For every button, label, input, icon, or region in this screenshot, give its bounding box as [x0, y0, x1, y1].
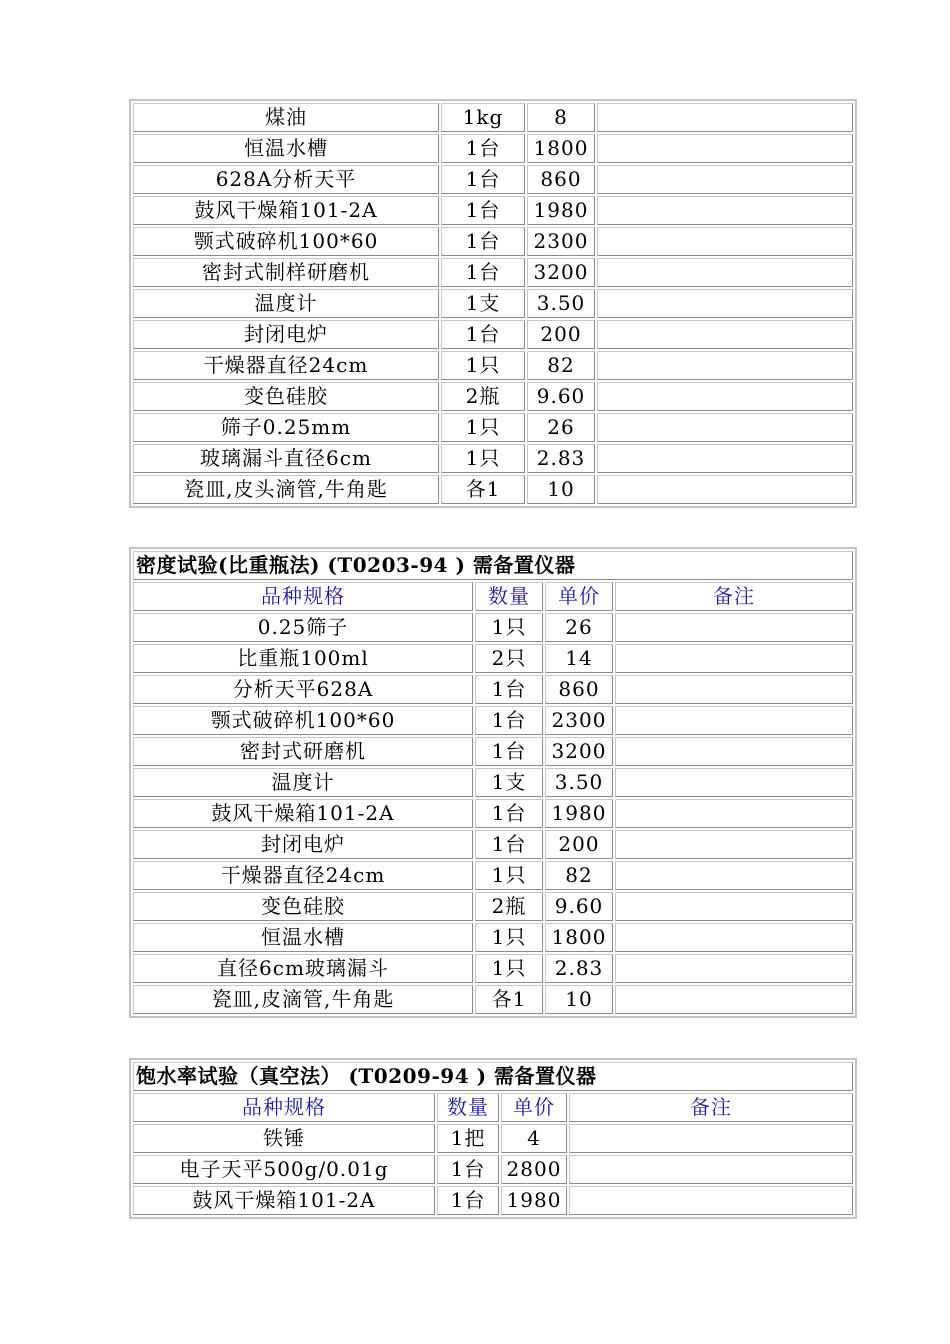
- table-row: [133, 768, 853, 797]
- item-note: [615, 613, 853, 642]
- item-qty: 各1: [441, 475, 525, 504]
- item-qty: 1只: [441, 351, 525, 380]
- table-row: [133, 675, 853, 704]
- header-note: 备注: [569, 1093, 853, 1122]
- item-price: 1980: [527, 196, 595, 225]
- item-price: 26: [527, 413, 595, 442]
- table-row: [133, 954, 853, 983]
- table-row: [133, 382, 853, 411]
- table-row: [133, 227, 853, 256]
- item-name: 铁锤: [133, 1124, 435, 1153]
- item-note: [615, 644, 853, 673]
- item-name: 比重瓶100ml: [133, 644, 473, 673]
- item-qty: 2瓶: [475, 892, 543, 921]
- item-price: 3200: [527, 258, 595, 287]
- item-name: 筛子0.25mm: [133, 413, 439, 442]
- item-name: 温度计: [133, 289, 439, 318]
- table-row: [133, 165, 853, 194]
- item-name: 封闭电炉: [133, 320, 439, 349]
- item-note: [615, 861, 853, 890]
- table-title-row: [133, 1062, 853, 1091]
- item-price: 3.50: [527, 289, 595, 318]
- table-title-row: [133, 551, 853, 580]
- item-name: 0.25筛子: [133, 613, 473, 642]
- item-name: 温度计: [133, 768, 473, 797]
- item-qty: 1支: [475, 768, 543, 797]
- item-name: 鼓风干燥箱101-2A: [133, 1186, 435, 1215]
- item-qty: 1台: [441, 320, 525, 349]
- table-body: [133, 551, 853, 1014]
- item-name: 密封式研磨机: [133, 737, 473, 766]
- item-price: 1980: [545, 799, 613, 828]
- table-title: 饱水率试验（真空法） (T0209-94 ) 需备置仪器: [133, 1062, 853, 1091]
- item-price: 2300: [545, 706, 613, 735]
- item-price: 8: [527, 103, 595, 132]
- item-price: 82: [527, 351, 595, 380]
- item-price: 9.60: [545, 892, 613, 921]
- saturation-test-equipment-table: [129, 1058, 857, 1219]
- item-price: 1980: [501, 1186, 567, 1215]
- item-qty: 1台: [437, 1155, 499, 1184]
- item-note: [615, 985, 853, 1014]
- item-price: 2800: [501, 1155, 567, 1184]
- item-note: [597, 320, 853, 349]
- item-note: [597, 258, 853, 287]
- item-name: 干燥器直径24cm: [133, 861, 473, 890]
- item-qty: 1只: [441, 444, 525, 473]
- table-row: [133, 613, 853, 642]
- item-name: 密封式制样研磨机: [133, 258, 439, 287]
- item-note: [615, 768, 853, 797]
- table-row: [133, 351, 853, 380]
- table-header-row: [133, 582, 853, 611]
- item-note: [569, 1155, 853, 1184]
- item-price: 14: [545, 644, 613, 673]
- item-note: [615, 892, 853, 921]
- item-price: 2.83: [545, 954, 613, 983]
- table-row: [133, 258, 853, 287]
- item-price: 860: [527, 165, 595, 194]
- item-qty: 1台: [441, 258, 525, 287]
- item-note: [597, 289, 853, 318]
- table-body: [133, 1062, 853, 1215]
- item-price: 200: [527, 320, 595, 349]
- table-row: [133, 103, 853, 132]
- table-row: [133, 985, 853, 1014]
- item-qty: 1只: [475, 861, 543, 890]
- item-price: 9.60: [527, 382, 595, 411]
- item-qty: 1台: [475, 675, 543, 704]
- item-note: [597, 351, 853, 380]
- item-price: 200: [545, 830, 613, 859]
- item-note: [615, 737, 853, 766]
- item-qty: 1台: [441, 165, 525, 194]
- item-name: 变色硅胶: [133, 382, 439, 411]
- item-name: 分析天平628A: [133, 675, 473, 704]
- item-name: 直径6cm玻璃漏斗: [133, 954, 473, 983]
- item-qty: 1只: [441, 413, 525, 442]
- item-qty: 1台: [441, 196, 525, 225]
- item-note: [569, 1124, 853, 1153]
- table-row: [133, 1155, 853, 1184]
- item-price: 10: [527, 475, 595, 504]
- item-name: 煤油: [133, 103, 439, 132]
- item-note: [615, 830, 853, 859]
- table-header-row: [133, 1093, 853, 1122]
- equipment-table-continued: [129, 99, 857, 508]
- item-name: 颚式破碎机100*60: [133, 706, 473, 735]
- item-note: [569, 1186, 853, 1215]
- item-qty: 1把: [437, 1124, 499, 1153]
- item-note: [597, 475, 853, 504]
- table-title: 密度试验(比重瓶法) (T0203-94 ) 需备置仪器: [133, 551, 853, 580]
- item-name: 瓷皿,皮滴管,牛角匙: [133, 985, 473, 1014]
- item-name: 变色硅胶: [133, 892, 473, 921]
- header-spec: 品种规格: [133, 582, 473, 611]
- item-note: [615, 923, 853, 952]
- item-note: [597, 165, 853, 194]
- item-note: [597, 196, 853, 225]
- item-qty: 1台: [475, 737, 543, 766]
- item-qty: 1kg: [441, 103, 525, 132]
- item-qty: 1只: [475, 613, 543, 642]
- table-row: [133, 644, 853, 673]
- header-price: 单价: [501, 1093, 567, 1122]
- item-price: 3.50: [545, 768, 613, 797]
- table-row: [133, 830, 853, 859]
- item-note: [597, 444, 853, 473]
- item-qty: 1只: [475, 954, 543, 983]
- item-name: 瓷皿,皮头滴管,牛角匙: [133, 475, 439, 504]
- item-qty: 1台: [441, 227, 525, 256]
- item-note: [597, 413, 853, 442]
- item-price: 4: [501, 1124, 567, 1153]
- item-note: [615, 954, 853, 983]
- item-note: [615, 799, 853, 828]
- item-qty: 1只: [475, 923, 543, 952]
- table-body: [133, 103, 853, 504]
- table-row: [133, 134, 853, 163]
- header-note: 备注: [615, 582, 853, 611]
- item-qty: 1台: [475, 706, 543, 735]
- item-note: [597, 134, 853, 163]
- item-name: 恒温水槽: [133, 923, 473, 952]
- item-price: 2.83: [527, 444, 595, 473]
- table-row: [133, 475, 853, 504]
- item-qty: 各1: [475, 985, 543, 1014]
- item-price: 10: [545, 985, 613, 1014]
- table-row: [133, 444, 853, 473]
- header-qty: 数量: [475, 582, 543, 611]
- table-row: [133, 737, 853, 766]
- item-note: [597, 227, 853, 256]
- item-qty: 1台: [441, 134, 525, 163]
- header-price: 单价: [545, 582, 613, 611]
- table-row: [133, 892, 853, 921]
- item-name: 玻璃漏斗直径6cm: [133, 444, 439, 473]
- item-qty: 2只: [475, 644, 543, 673]
- item-name: 干燥器直径24cm: [133, 351, 439, 380]
- item-price: 1800: [545, 923, 613, 952]
- table-row: [133, 196, 853, 225]
- item-price: 26: [545, 613, 613, 642]
- item-note: [597, 103, 853, 132]
- item-name: 鼓风干燥箱101-2A: [133, 196, 439, 225]
- density-test-equipment-table: [129, 547, 857, 1018]
- header-qty: 数量: [437, 1093, 499, 1122]
- item-price: 860: [545, 675, 613, 704]
- table-row: [133, 413, 853, 442]
- table-row: [133, 289, 853, 318]
- item-note: [597, 382, 853, 411]
- item-name: 颚式破碎机100*60: [133, 227, 439, 256]
- item-note: [615, 706, 853, 735]
- table-row: [133, 1124, 853, 1153]
- table-row: [133, 320, 853, 349]
- item-name: 鼓风干燥箱101-2A: [133, 799, 473, 828]
- item-qty: 1台: [475, 799, 543, 828]
- table-row: [133, 1186, 853, 1215]
- item-price: 2300: [527, 227, 595, 256]
- item-name: 628A分析天平: [133, 165, 439, 194]
- item-qty: 2瓶: [441, 382, 525, 411]
- item-price: 1800: [527, 134, 595, 163]
- item-price: 82: [545, 861, 613, 890]
- item-name: 封闭电炉: [133, 830, 473, 859]
- item-note: [615, 675, 853, 704]
- table-row: [133, 923, 853, 952]
- header-spec: 品种规格: [133, 1093, 435, 1122]
- item-qty: 1台: [475, 830, 543, 859]
- table-row: [133, 799, 853, 828]
- item-name: 电子天平500g/0.01g: [133, 1155, 435, 1184]
- table-row: [133, 861, 853, 890]
- item-qty: 1支: [441, 289, 525, 318]
- item-price: 3200: [545, 737, 613, 766]
- item-qty: 1台: [437, 1186, 499, 1215]
- table-row: [133, 706, 853, 735]
- item-name: 恒温水槽: [133, 134, 439, 163]
